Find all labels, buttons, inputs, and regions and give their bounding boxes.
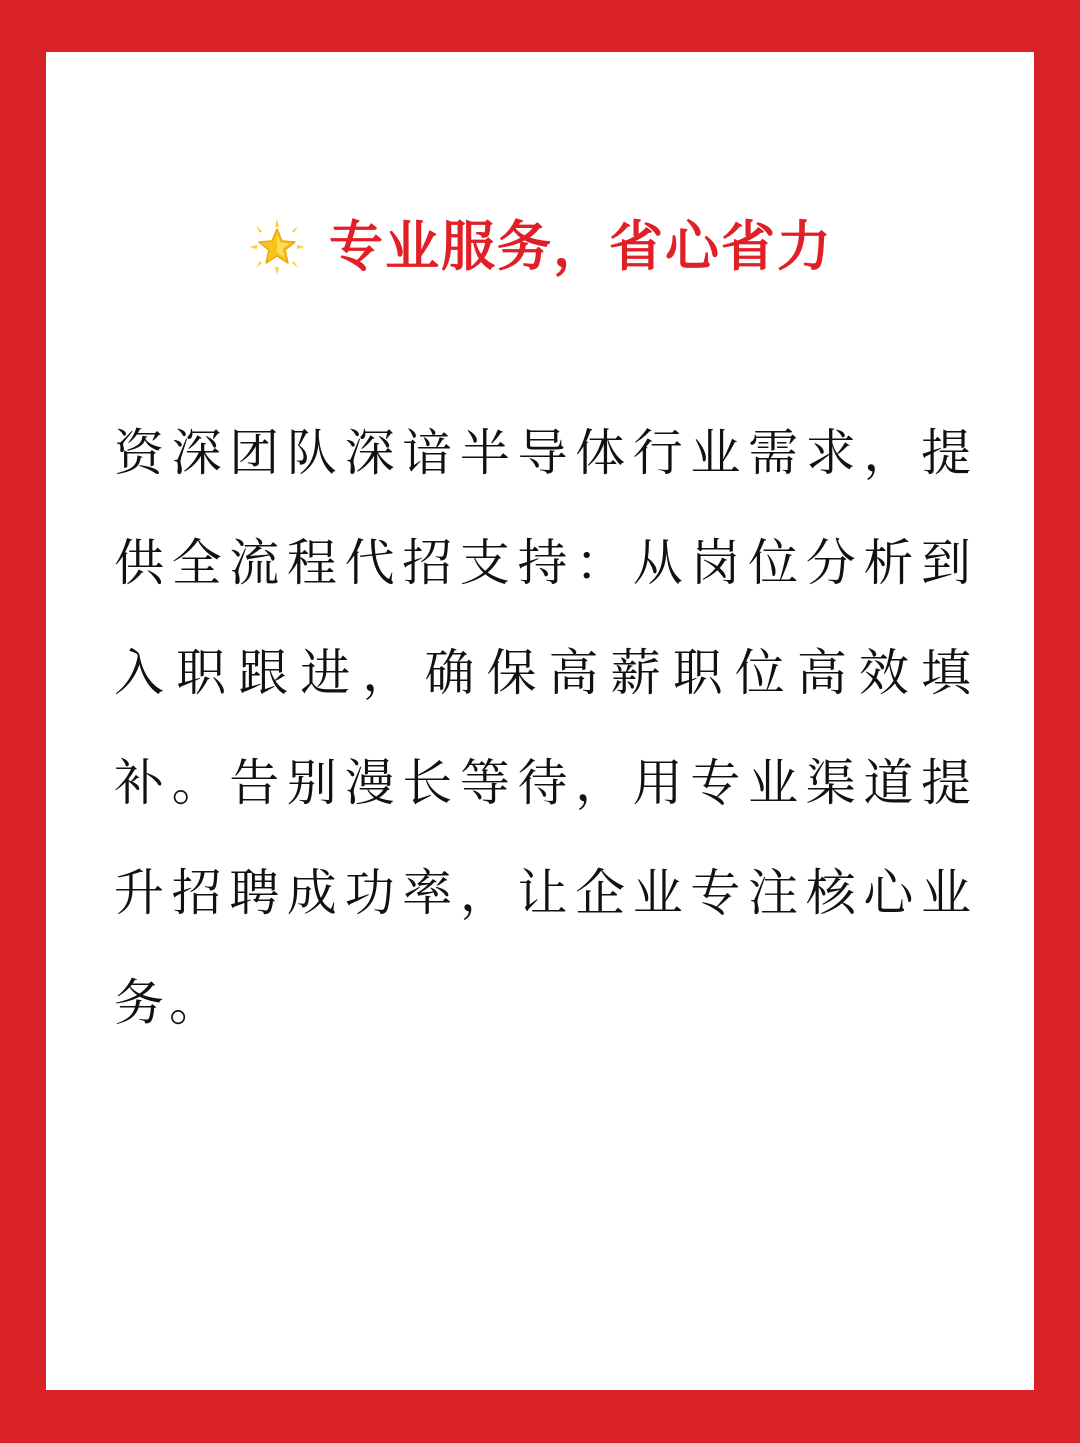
body-paragraph: 资深团队深谙半导体行业需求，提供全流程代招支持：从岗位分析到入职跟进，确保高薪职位高效填补。告别漫长等待，用专业渠道提升招聘成功率，让企业专注核心业务。 (114, 424, 976, 1032)
title-row (0, 212, 1080, 282)
content-card (46, 52, 1034, 1390)
star-icon (247, 217, 307, 277)
page-title: 专业服务，省心省力 (329, 215, 833, 278)
